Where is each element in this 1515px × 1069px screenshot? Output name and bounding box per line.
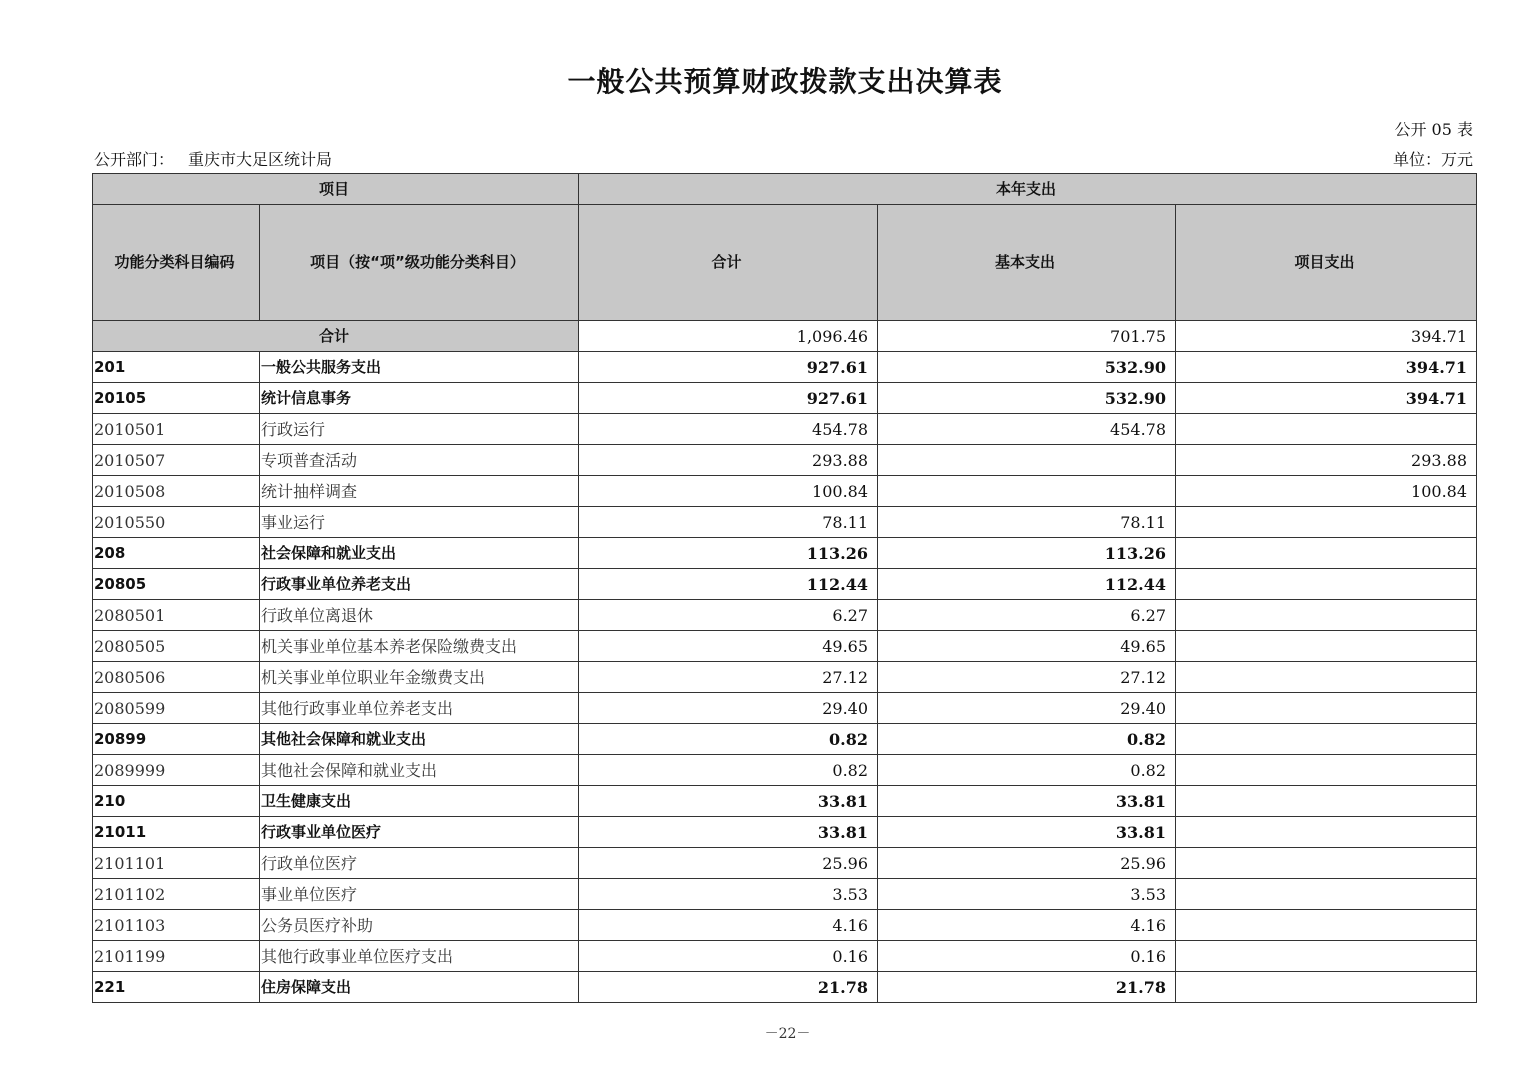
- row-name: 统计信息事务: [260, 383, 579, 414]
- table-row: [93, 755, 1477, 786]
- row-name: 其他行政事业单位养老支出: [260, 693, 579, 724]
- row-name: 一般公共服务支出: [260, 352, 579, 383]
- table-row: [93, 972, 1477, 1003]
- row-name: 行政事业单位养老支出: [260, 569, 579, 600]
- row-code: 2080599: [93, 693, 260, 724]
- row-code: 2010507: [93, 445, 260, 476]
- row-basic: 0.82: [878, 755, 1176, 786]
- row-code: 20105: [93, 383, 260, 414]
- row-total: 100.84: [579, 476, 878, 507]
- row-project: [1176, 507, 1477, 538]
- row-total: 927.61: [579, 383, 878, 414]
- row-code: 221: [93, 972, 260, 1003]
- row-name: 事业单位医疗: [260, 879, 579, 910]
- row-name: 行政单位离退休: [260, 600, 579, 631]
- row-name: 行政事业单位医疗: [260, 817, 579, 848]
- header-row-top: [93, 174, 1477, 205]
- row-code: 2010550: [93, 507, 260, 538]
- row-name: 公务员医疗补助: [260, 910, 579, 941]
- row-total: 29.40: [579, 693, 878, 724]
- header-code: 功能分类科目编码: [93, 205, 260, 321]
- total-label: 合计: [93, 321, 579, 352]
- row-project: 293.88: [1176, 445, 1477, 476]
- row-project: [1176, 693, 1477, 724]
- header-row-columns: [93, 205, 1477, 321]
- row-project: [1176, 538, 1477, 569]
- row-total: 927.61: [579, 352, 878, 383]
- row-total: 293.88: [579, 445, 878, 476]
- department-name: 重庆市大足区统计局: [188, 150, 333, 169]
- total-sum: 1,096.46: [579, 321, 878, 352]
- table-row: [93, 879, 1477, 910]
- header-item: 项目: [93, 174, 579, 205]
- row-basic: 3.53: [878, 879, 1176, 910]
- row-total: 49.65: [579, 631, 878, 662]
- row-basic: 454.78: [878, 414, 1176, 445]
- table-row: [93, 569, 1477, 600]
- table-row: [93, 662, 1477, 693]
- row-basic: 25.96: [878, 848, 1176, 879]
- expenditure-table: [92, 173, 1477, 1003]
- row-project: [1176, 414, 1477, 445]
- row-name: 行政运行: [260, 414, 579, 445]
- row-code: 20899: [93, 724, 260, 755]
- row-name: 住房保障支出: [260, 972, 579, 1003]
- row-code: 2101102: [93, 879, 260, 910]
- row-total: 33.81: [579, 817, 878, 848]
- page-number: －22－: [764, 1026, 811, 1042]
- row-code: 2101199: [93, 941, 260, 972]
- row-total: 21.78: [579, 972, 878, 1003]
- row-total: 3.53: [579, 879, 878, 910]
- row-project: [1176, 755, 1477, 786]
- row-basic: 0.16: [878, 941, 1176, 972]
- table-row: [93, 817, 1477, 848]
- row-code: 210: [93, 786, 260, 817]
- header-total: 合计: [579, 205, 878, 321]
- row-code: 2080506: [93, 662, 260, 693]
- total-row: [93, 321, 1477, 352]
- row-code: 208: [93, 538, 260, 569]
- row-code: 2080505: [93, 631, 260, 662]
- header-project: 项目支出: [1176, 205, 1477, 321]
- page-title: 一般公共预算财政拨款支出决算表: [567, 65, 1003, 98]
- row-basic: 532.90: [878, 383, 1176, 414]
- row-project: [1176, 631, 1477, 662]
- row-basic: 29.40: [878, 693, 1176, 724]
- row-total: 0.82: [579, 724, 878, 755]
- header-name: 项目（按“项”级功能分类科目）: [260, 205, 579, 321]
- table-body: [93, 352, 1477, 1003]
- row-project: 394.71: [1176, 383, 1477, 414]
- table-row: [93, 693, 1477, 724]
- row-basic: 33.81: [878, 817, 1176, 848]
- department-label: 公开部门：: [94, 150, 175, 169]
- row-name: 其他社会保障和就业支出: [260, 755, 579, 786]
- row-basic: 6.27: [878, 600, 1176, 631]
- table-row: [93, 445, 1477, 476]
- row-project: 100.84: [1176, 476, 1477, 507]
- row-code: 2101103: [93, 910, 260, 941]
- row-basic: 21.78: [878, 972, 1176, 1003]
- row-basic: 113.26: [878, 538, 1176, 569]
- row-code: 2089999: [93, 755, 260, 786]
- row-basic: 532.90: [878, 352, 1176, 383]
- row-basic: 0.82: [878, 724, 1176, 755]
- table-row: [93, 724, 1477, 755]
- department-line: [94, 147, 332, 170]
- row-project: [1176, 662, 1477, 693]
- row-code: 2010501: [93, 414, 260, 445]
- row-project: 394.71: [1176, 352, 1477, 383]
- row-total: 4.16: [579, 910, 878, 941]
- row-name: 社会保障和就业支出: [260, 538, 579, 569]
- table-row: [93, 910, 1477, 941]
- row-code: 2101101: [93, 848, 260, 879]
- row-total: 27.12: [579, 662, 878, 693]
- row-project: [1176, 941, 1477, 972]
- row-total: 454.78: [579, 414, 878, 445]
- row-code: 201: [93, 352, 260, 383]
- table-row: [93, 352, 1477, 383]
- row-project: [1176, 848, 1477, 879]
- row-project: [1176, 569, 1477, 600]
- table-row: [93, 507, 1477, 538]
- table-row: [93, 848, 1477, 879]
- row-total: 112.44: [579, 569, 878, 600]
- row-project: [1176, 879, 1477, 910]
- table-row: [93, 538, 1477, 569]
- row-project: [1176, 786, 1477, 817]
- row-basic: [878, 476, 1176, 507]
- form-number: 公开 05 表: [1394, 120, 1473, 139]
- row-total: 78.11: [579, 507, 878, 538]
- row-code: 2010508: [93, 476, 260, 507]
- row-total: 33.81: [579, 786, 878, 817]
- row-name: 事业运行: [260, 507, 579, 538]
- row-total: 0.82: [579, 755, 878, 786]
- row-basic: 27.12: [878, 662, 1176, 693]
- row-basic: 78.11: [878, 507, 1176, 538]
- row-basic: 33.81: [878, 786, 1176, 817]
- row-name: 机关事业单位职业年金缴费支出: [260, 662, 579, 693]
- row-project: [1176, 600, 1477, 631]
- table-row: [93, 786, 1477, 817]
- row-total: 25.96: [579, 848, 878, 879]
- row-name: 专项普查活动: [260, 445, 579, 476]
- table-row: [93, 476, 1477, 507]
- table-row: [93, 600, 1477, 631]
- row-code: 20805: [93, 569, 260, 600]
- row-project: [1176, 724, 1477, 755]
- row-project: [1176, 817, 1477, 848]
- row-code: 2080501: [93, 600, 260, 631]
- row-name: 其他社会保障和就业支出: [260, 724, 579, 755]
- row-total: 0.16: [579, 941, 878, 972]
- total-basic: 701.75: [878, 321, 1176, 352]
- header-basic: 基本支出: [878, 205, 1176, 321]
- row-name: 行政单位医疗: [260, 848, 579, 879]
- table-row: [93, 383, 1477, 414]
- row-project: [1176, 910, 1477, 941]
- row-total: 6.27: [579, 600, 878, 631]
- header-current-year: 本年支出: [579, 174, 1477, 205]
- row-basic: 112.44: [878, 569, 1176, 600]
- row-basic: [878, 445, 1176, 476]
- table-row: [93, 941, 1477, 972]
- unit-label: 单位：万元: [1392, 150, 1473, 169]
- total-project: 394.71: [1176, 321, 1477, 352]
- row-project: [1176, 972, 1477, 1003]
- row-name: 其他行政事业单位医疗支出: [260, 941, 579, 972]
- row-code: 21011: [93, 817, 260, 848]
- row-total: 113.26: [579, 538, 878, 569]
- row-name: 机关事业单位基本养老保险缴费支出: [260, 631, 579, 662]
- row-name: 统计抽样调查: [260, 476, 579, 507]
- row-basic: 4.16: [878, 910, 1176, 941]
- table-row: [93, 414, 1477, 445]
- row-basic: 49.65: [878, 631, 1176, 662]
- table-row: [93, 631, 1477, 662]
- row-name: 卫生健康支出: [260, 786, 579, 817]
